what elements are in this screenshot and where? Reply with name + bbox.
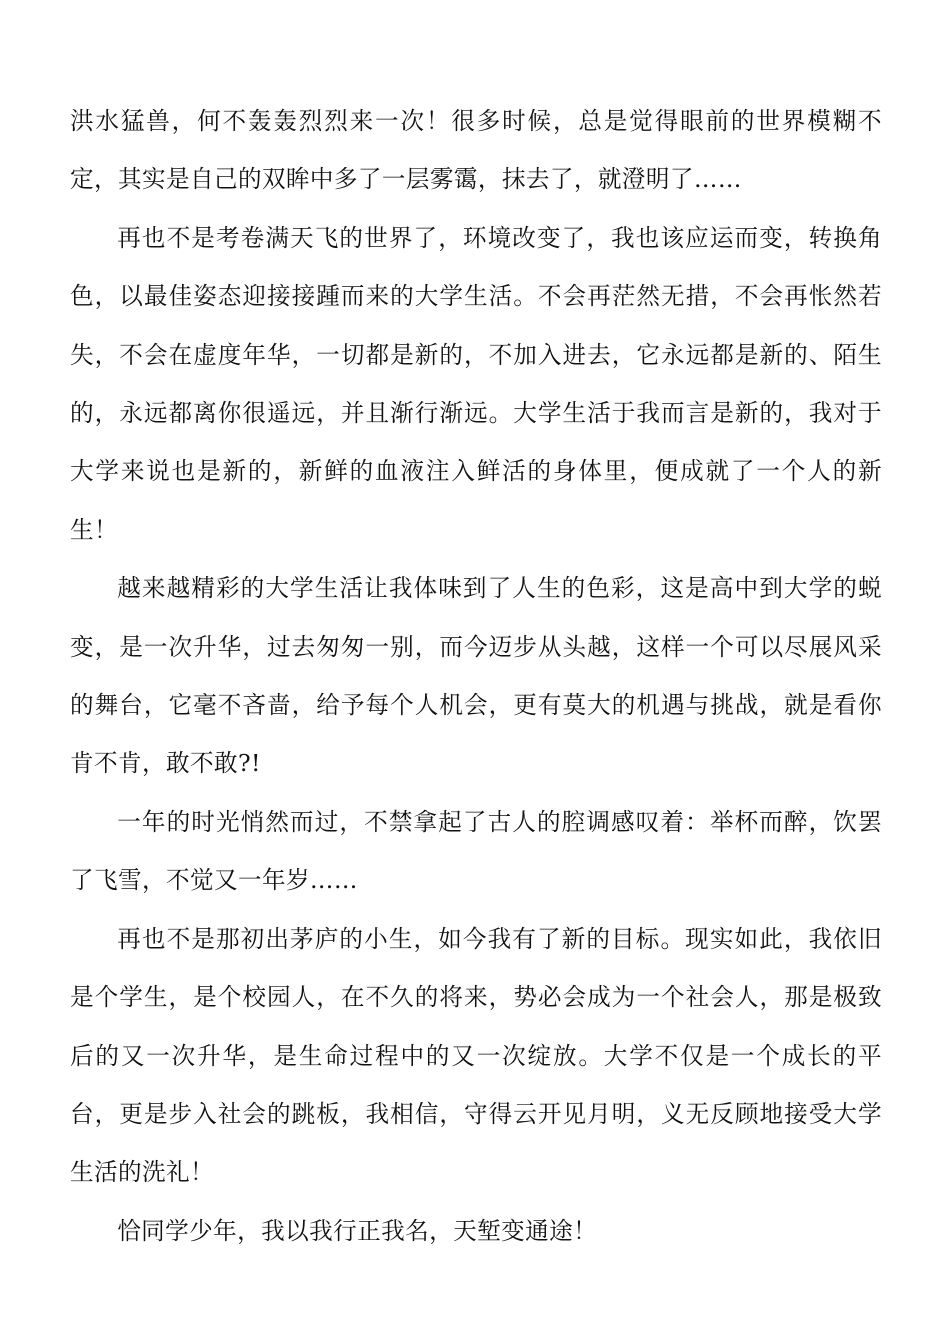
paragraph-continuation: 洪水猛兽，何不轰轰烈烈来一次！很多时候，总是觉得眼前的世界模糊不定，其实是自己的双眸中多了一层雾霭，抹去了，就澄明了…… bbox=[70, 107, 882, 194]
paragraph: 越来越精彩的大学生活让我体味到了人生的色彩，这是高中到大学的蜕变，是一次升华，过去匆匆一别，而今迈步从头越，这样一个可以尽展风采的舞台，它毫不吝啬，给予每个人机会，更有莫大的机遇与挑战，就是看你肯不肯，敢不敢?! bbox=[70, 574, 882, 778]
paragraph: 一年的时光悄然而过，不禁拿起了古人的腔调感叹着：举杯而醉，饮罢了飞雪，不觉又一年岁…… bbox=[70, 807, 882, 895]
paragraph: 再也不是考卷满天飞的世界了，环境改变了，我也该应运而变，转换角色，以最佳姿态迎接接踵而来的大学生活。不会再茫然无措，不会再怅然若失，不会在虚度年华，一切都是新的，不加入进去，它永远都是新的、陌生的，永远都离你很遥远，并且渐行渐远。大学生活于我而言是新的，我对于大学来说也是新的，新鲜的血液注入鲜活的身体里，便成就了一个人的新生！ bbox=[70, 223, 882, 544]
paragraph: 再也不是那初出茅庐的小生，如今我有了新的目标。现实如此，我依旧是个学生，是个校园人，在不久的将来，势必会成为一个社会人，那是极致后的又一次升华，是生命过程中的又一次绽放。大学不仅是一个成长的平台，更是步入社会的跳板，我相信，守得云开见月明，义无反顾地接受大学生活的洗礼！ bbox=[70, 924, 882, 1187]
paragraph: 恰同学少年，我以我行正我名，天堑变通途！ bbox=[117, 1216, 598, 1245]
document-body bbox=[70, 92, 882, 1260]
